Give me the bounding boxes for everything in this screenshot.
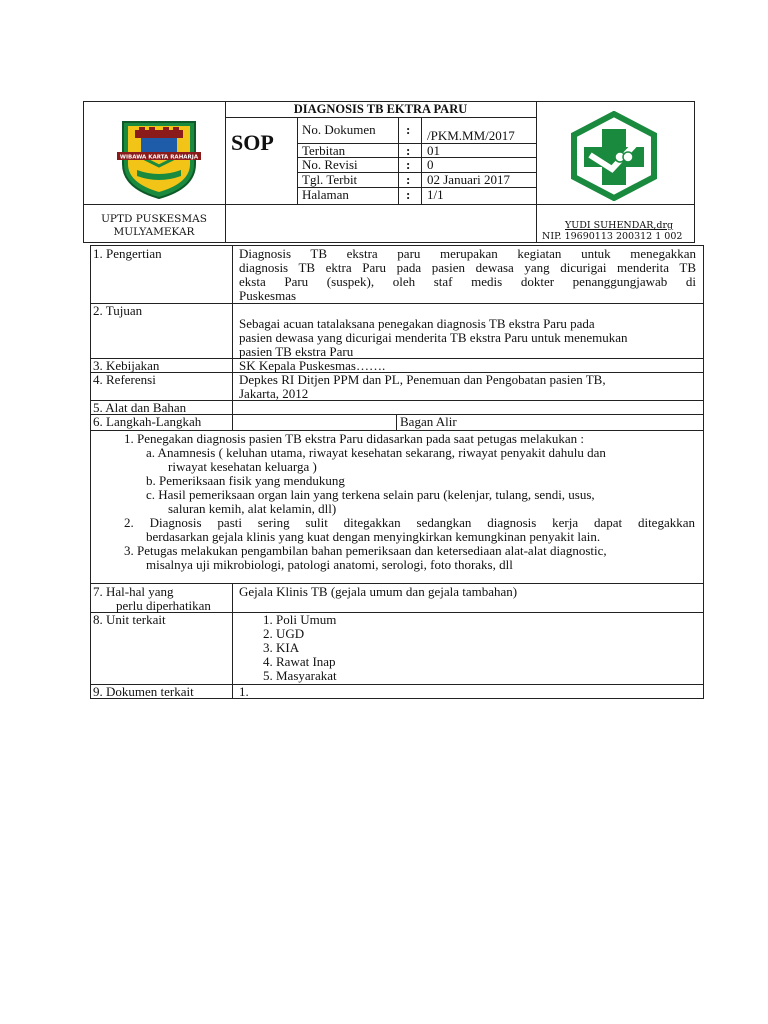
langkah-step: 2. Diagnosis pasti sering sulit ditegakkan sedangkan diagnosis kerja dapat ditegakkan [124, 515, 695, 530]
label-alat-bahan: 5. Alat dan Bahan [93, 400, 187, 415]
meta-sep: : [406, 143, 411, 158]
meta-sep: : [406, 122, 411, 137]
pengertian-line: diagnosis TB ektra Paru pada pasien dewasa yang dicurigai menderita TB [239, 260, 696, 275]
meta-value-halaman: 1/1 [427, 187, 444, 202]
tujuan-line: Sebagai acuan tatalaksana penegakan diagnosis TB ekstra Paru pada [239, 316, 595, 331]
meta-label-halaman: Halaman [302, 187, 349, 202]
pengertian-line: Puskesmas [239, 288, 297, 303]
org-name-line1: UPTD PUSKESMAS [101, 213, 207, 225]
meta-sep: : [406, 172, 411, 187]
langkah-substep: saluran kemih, alat kelamin, dll) [168, 501, 337, 516]
langkah-substep: a. Anamnesis ( keluhan utama, riwayat kesehatan sekarang, riwayat penyakit dahulu dan [146, 445, 606, 460]
puskesmas-logo [568, 111, 660, 201]
unit-item: 2. UGD [263, 626, 305, 641]
tujuan-line: pasien TB ekstra Paru [239, 344, 354, 359]
meta-value-no-revisi: 0 [427, 157, 434, 172]
unit-item: 4. Rawat Inap [263, 654, 336, 669]
label-pengertian: 1. Pengertian [93, 246, 162, 261]
langkah-step: berdasarkan gejala klinis yang kuat dengan menyingkirkan kemungkinan penyakit lain. [146, 529, 601, 544]
document-title: DIAGNOSIS TB EKTRA PARU [293, 102, 468, 116]
meta-label-terbitan: Terbitan [302, 143, 346, 158]
hal-hal-value: Gejala Klinis TB (gejala umum dan gejala tambahan) [239, 584, 518, 599]
label-langkah: 6. Langkah-Langkah [93, 414, 202, 429]
label-tujuan: 2. Tujuan [93, 303, 143, 318]
org-name-line2: MULYAMEKAR [113, 226, 195, 238]
referensi-line: Depkes RI Ditjen PPM dan PL, Penemuan dan Pengobatan pasien TB, [239, 372, 606, 387]
label-hal-hal: 7. Hal-hal yang [93, 584, 174, 599]
meta-label-no-revisi: No. Revisi [302, 157, 358, 172]
label-dokumen-terkait: 9. Dokumen terkait [93, 684, 194, 699]
langkah-substep: b. Pemeriksaan fisik yang mendukung [146, 473, 345, 488]
unit-item: 5. Masyarakat [263, 668, 337, 683]
meta-value-terbitan: 01 [427, 143, 440, 158]
kebijakan-value: SK Kepala Puskesmas……. [239, 358, 386, 373]
tujuan-line: pasien dewasa yang dicurigai menderita TB ekstra Paru untuk menemukan [239, 330, 628, 345]
regional-emblem-logo [117, 118, 201, 200]
bagan-alir-label: Bagan Alir [400, 414, 457, 429]
meta-value-tgl-terbit: 02 Januari 2017 [427, 172, 511, 187]
meta-sep: : [406, 157, 411, 172]
meta-label-tgl-terbit: Tgl. Terbit [302, 172, 358, 187]
meta-label-no-dokumen: No. Dokumen [302, 122, 376, 137]
langkah-step: 3. Petugas melakukan pengambilan bahan pemeriksaan dan ketersediaan alat-alat diagnostic, [124, 543, 607, 558]
signer-name: YUDI SUHENDAR,drg [565, 220, 674, 231]
pengertian-line: eksta Paru (suspek), oleh staf medis dokter penanggungjawab di [239, 274, 696, 289]
dokumen-value: 1. [239, 684, 249, 699]
meta-sep: : [406, 187, 411, 202]
emblem-motto: WIBAWA KARTA RAHARJA [119, 154, 199, 161]
signer-nip: NIP. 19690113 200312 1 002 [542, 231, 683, 242]
pengertian-line: Diagnosis TB ekstra paru merupakan kegiatan untuk menegakkan [239, 246, 696, 261]
sop-label: SOP [231, 130, 274, 155]
label-unit-terkait: 8. Unit terkait [93, 612, 166, 627]
langkah-step: 1. Penegakan diagnosis pasien TB ekstra Paru didasarkan pada saat petugas melakukan : [124, 431, 585, 446]
langkah-substep: riwayat kesehatan keluarga ) [168, 459, 317, 474]
referensi-line: Jakarta, 2012 [239, 386, 309, 401]
label-referensi: 4. Referensi [93, 372, 156, 387]
label-kebijakan: 3. Kebijakan [93, 358, 160, 373]
unit-item: 3. KIA [263, 640, 300, 655]
meta-value-no-dokumen: /PKM.MM/2017 [427, 128, 515, 143]
label-hal-hal-2: perlu diperhatikan [116, 598, 211, 613]
langkah-step: misalnya uji mikrobiologi, patologi anatomi, serologi, foto thoraks, dll [146, 557, 513, 572]
unit-item: 1. Poli Umum [263, 612, 337, 627]
langkah-substep: c. Hasil pemeriksaan organ lain yang terkena selain paru (kelenjar, tulang, sendi, usus, [146, 487, 595, 502]
